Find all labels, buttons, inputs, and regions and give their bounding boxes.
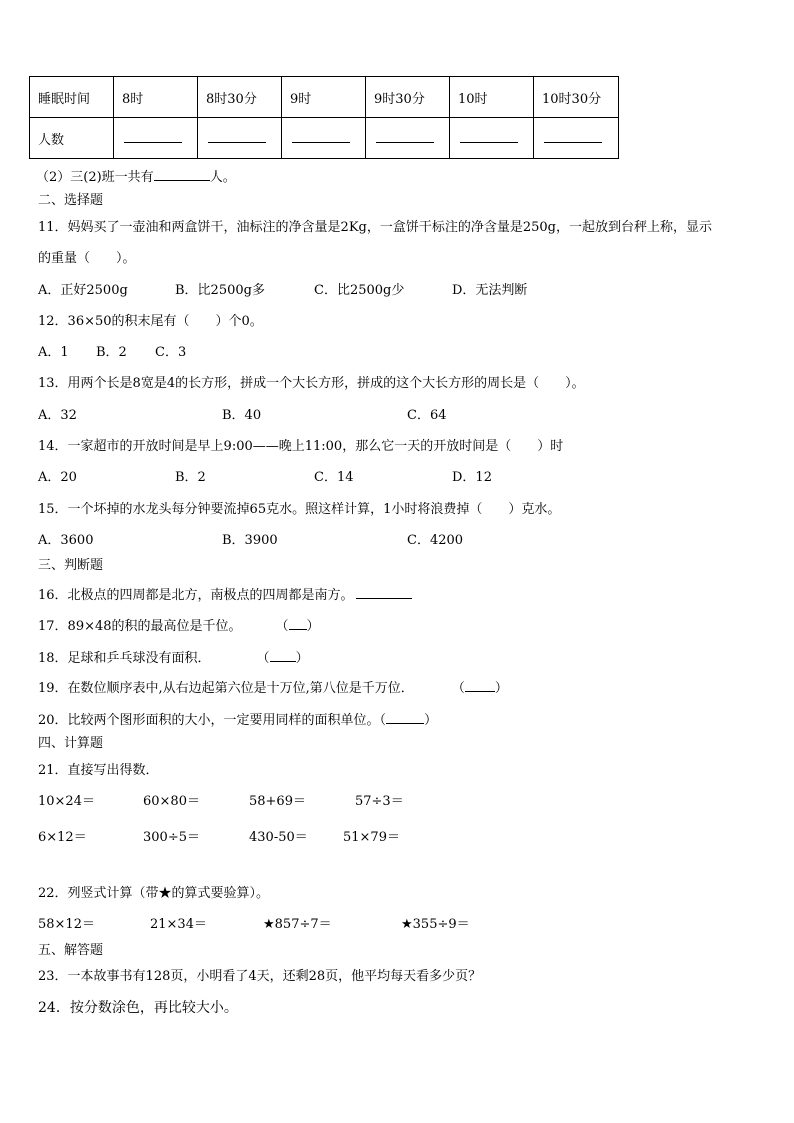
bracket-open: （ [256, 651, 270, 666]
question-text: 17．89×48的积的最高位是千位。 [38, 619, 242, 634]
question-sub2 [36, 166, 236, 187]
question-text: 人。 [209, 170, 236, 185]
option-d[interactable]: D．无法判断 [452, 283, 528, 298]
question-15-options [38, 532, 758, 550]
option-a[interactable]: A．3600 [38, 533, 94, 548]
answer-cell[interactable] [282, 118, 366, 159]
calc-item[interactable]: 430-50＝ [249, 830, 308, 845]
option-b[interactable]: B．3900 [222, 533, 278, 548]
table-header-cell: 8时 [114, 77, 198, 118]
answer-cell[interactable] [534, 118, 619, 159]
calc-item[interactable]: 10×24＝ [38, 794, 95, 809]
option-c[interactable]: C．4200 [407, 533, 464, 548]
question-15: 15．一个坏掉的水龙头每分钟要流掉65克水。照这样计算，1小时将浪费掉（ ）克水。 [38, 502, 561, 517]
question-text: 20．比较两个图形面积的大小，一定要用同样的面积单位。 [38, 713, 380, 728]
bracket-close: ） [424, 713, 438, 728]
section-heading: 三、判断题 [38, 558, 104, 573]
question-16 [38, 584, 412, 605]
answer-cell[interactable] [114, 118, 198, 159]
sleep-time-table [29, 76, 619, 159]
question-text: （2）三(2)班一共有 [36, 170, 154, 185]
answer-blank[interactable] [292, 130, 350, 143]
table-row [30, 118, 619, 159]
option-d[interactable]: D．12 [452, 470, 492, 485]
question-20 [38, 709, 437, 730]
table-header-cell: 8时30分 [198, 77, 282, 118]
answer-cell[interactable] [198, 118, 282, 159]
option-c[interactable]: C．64 [407, 408, 447, 423]
bracket-close: ） [306, 619, 320, 634]
option-b[interactable]: B．40 [222, 408, 262, 423]
question-24: 24．按分数涂色，再比较大小。 [38, 1000, 238, 1016]
question-11-line2: 的重量（ ）。 [38, 251, 136, 266]
question-12-options [38, 344, 758, 362]
answer-blank[interactable] [124, 130, 182, 143]
option-c[interactable]: C．3 [155, 345, 187, 360]
table-header-cell: 9时30分 [366, 77, 450, 118]
option-b[interactable]: B．比2500g多 [175, 283, 265, 298]
section-heading: 二、选择题 [38, 193, 104, 208]
answer-blank[interactable] [386, 709, 424, 724]
answer-cell[interactable] [366, 118, 450, 159]
question-22: 22．列竖式计算（带★的算式要验算）。 [38, 886, 270, 901]
answer-blank[interactable] [154, 166, 210, 181]
question-text: 16．北极点的四周都是北方，南极点的四周都是南方。 [38, 588, 354, 603]
bracket-open: （ [451, 681, 465, 696]
bracket-close: ） [295, 651, 309, 666]
calc-item[interactable]: 58×12＝ [38, 917, 95, 932]
table-row [30, 77, 619, 118]
calc-item[interactable]: ★857÷7＝ [263, 917, 332, 932]
question-11-options [38, 282, 758, 300]
question-21: 21．直接写出得数． [38, 763, 159, 778]
question-18 [38, 647, 309, 668]
answer-blank[interactable] [544, 130, 602, 143]
calc-item[interactable]: ★355÷9＝ [401, 917, 470, 932]
question-17 [38, 615, 320, 636]
question-12: 12．36×50的积末尾有（ ）个0。 [38, 314, 263, 329]
question-14: 14．一家超市的开放时间是早上9:00——晚上11:00，那么它一天的开放时间是（ ）时 [38, 439, 564, 454]
calc-item[interactable]: 300÷5＝ [143, 830, 200, 845]
option-c[interactable]: C．14 [314, 470, 354, 485]
question-11-line1: 11．妈妈买了一壶油和两盒饼干，油标注的净含量是2Kg，一盒饼干标注的净含量是250g，一起放到台秤上称，显示 [38, 220, 712, 235]
option-a[interactable]: A．1 [38, 345, 69, 360]
calc-item[interactable]: 21×34＝ [150, 917, 207, 932]
calc-item[interactable]: 60×80＝ [143, 794, 200, 809]
bracket-close: ） [494, 681, 508, 696]
option-a[interactable]: A．20 [38, 470, 77, 485]
section-heading: 五、解答题 [38, 943, 104, 958]
question-text: 18．足球和乒乓球没有面积． [38, 651, 211, 666]
calc-item[interactable]: 58+69＝ [249, 794, 306, 809]
answer-blank[interactable] [208, 130, 266, 143]
section-heading: 四、计算题 [38, 736, 104, 751]
bracket-open: （ [379, 713, 387, 728]
calc-item[interactable]: 51×79＝ [343, 830, 400, 845]
table-row-label: 人数 [30, 118, 114, 159]
answer-blank[interactable] [289, 615, 307, 630]
question-14-options [38, 469, 758, 487]
question-13-options [38, 407, 758, 425]
answer-cell[interactable] [450, 118, 534, 159]
answer-blank[interactable] [356, 584, 412, 599]
option-a[interactable]: A．32 [38, 408, 77, 423]
question-19 [38, 677, 508, 698]
option-b[interactable]: B．2 [96, 345, 127, 360]
option-c[interactable]: C．比2500g少 [314, 283, 405, 298]
table-header-cell: 10时30分 [534, 77, 619, 118]
question-23: 23．一本故事书有128页，小明看了4天，还剩28页，他平均每天看多少页？ [38, 969, 482, 984]
table-header-cell: 10时 [450, 77, 534, 118]
question-13: 13．用两个长是8宽是4的长方形，拼成一个大长方形，拼成的这个大长方形的周长是（ ）。 [38, 376, 585, 391]
option-a[interactable]: A．正好2500g [38, 283, 128, 298]
answer-blank[interactable] [460, 130, 518, 143]
bracket-open: （ [275, 619, 289, 634]
answer-blank[interactable] [270, 647, 296, 662]
table-header-cell: 睡眠时间 [30, 77, 114, 118]
answer-blank[interactable] [465, 677, 495, 692]
question-text: 19．在数位顺序表中,从右边起第六位是十万位,第八位是千万位． [38, 681, 414, 696]
calc-item[interactable]: 6×12＝ [38, 830, 87, 845]
answer-blank[interactable] [376, 130, 434, 143]
option-b[interactable]: B．2 [175, 470, 206, 485]
calc-item[interactable]: 57÷3＝ [355, 794, 404, 809]
table-header-cell: 9时 [282, 77, 366, 118]
